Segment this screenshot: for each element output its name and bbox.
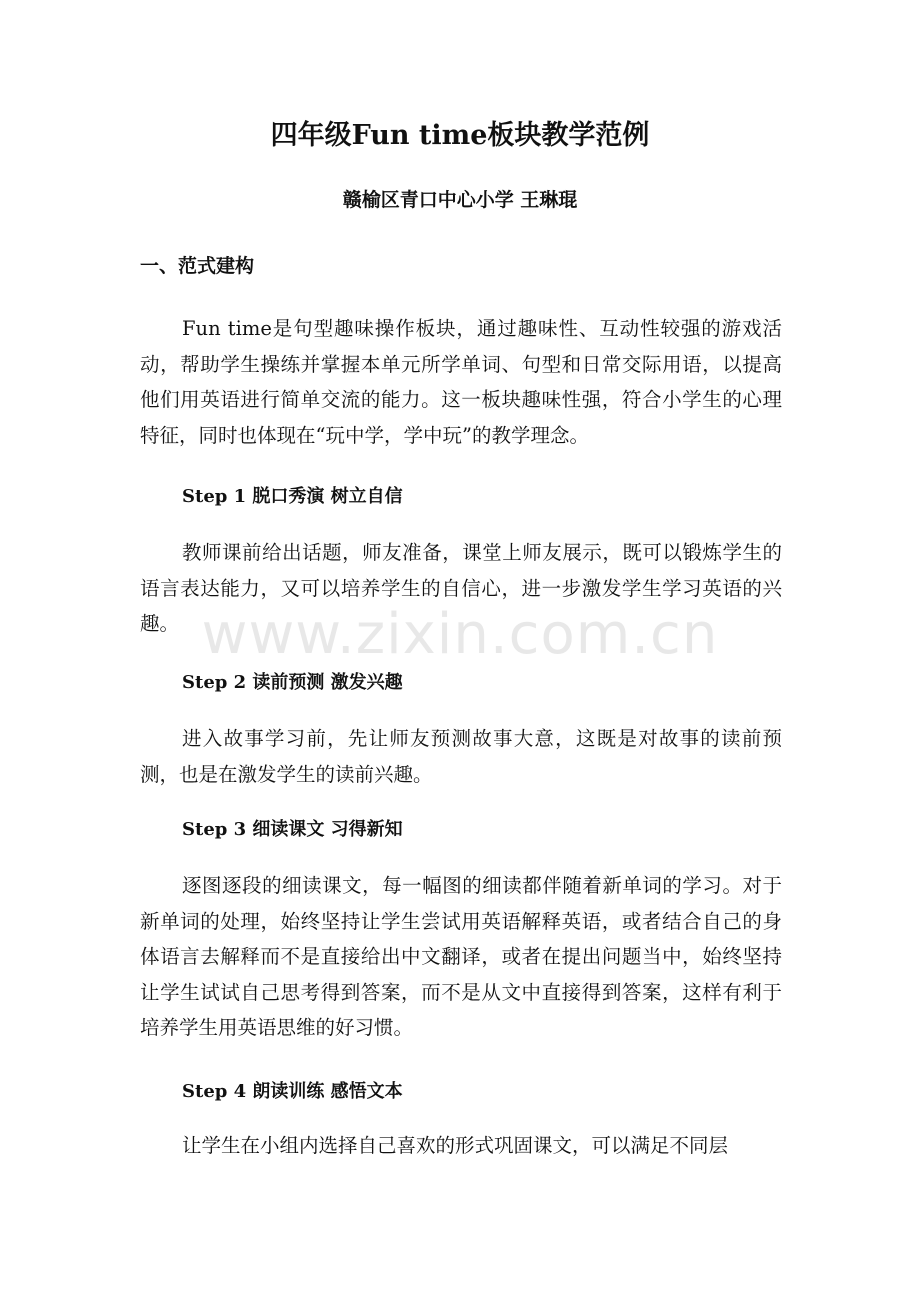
step-3-paragraph: 逐图逐段的细读课文，每一幅图的细读都伴随着新单词的学习。对于新单词的处理，始终坚持让学生尝试用英语解释英语，或者结合自己的身体语言去解释而不是直接给出中文翻译，或者在提出问题当中，始终坚持让学生试试自己思考得到答案，而不是从文中直接得到答案，这样有利于培养学生用英语思维的好习惯。 [140, 874, 782, 1039]
watermark: www.zixin.com.cn [201, 602, 719, 667]
intro-paragraph: Fun time是句型趣味操作板块，通过趣味性、互动性较强的游戏活动，帮助学生操练并掌握本单元所学单词、句型和日常交际用语，以提高他们用英语进行简单交流的能力。这一板块趣味性强，符合小学生的心理特征，同时也体现在“玩中学，学中玩”的教学理念。 [140, 317, 782, 447]
step-3-heading: Step 3 细读课文 习得新知 [182, 819, 403, 840]
author-line: 赣榆区青口中心小学 王琳琨 [342, 189, 578, 211]
step-2-heading: Step 2 读前预测 激发兴趣 [182, 672, 403, 693]
section-heading: 一、范式建构 [140, 255, 255, 277]
document-title: 四年级Fun time板块教学范例 [270, 120, 650, 151]
step-4-heading: Step 4 朗读训练 感悟文本 [182, 1081, 403, 1102]
step-4-paragraph: 让学生在小组内选择自己喜欢的形式巩固课文，可以满足不同层 [182, 1134, 729, 1157]
step-2-paragraph: 进入故事学习前，先让师友预测故事大意，这既是对故事的读前预测，也是在激发学生的读前兴趣。 [140, 727, 782, 786]
step-1-heading: Step 1 脱口秀演 树立自信 [182, 486, 403, 507]
step-1-paragraph: 教师课前给出话题，师友准备，课堂上师友展示，既可以锻炼学生的语言表达能力，又可以培养学生的自信心，进一步激发学生学习英语的兴趣。 [140, 541, 782, 635]
